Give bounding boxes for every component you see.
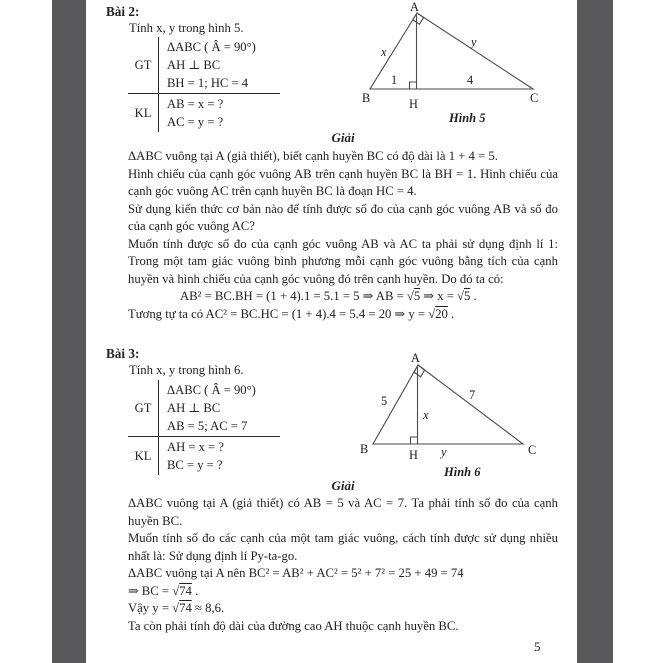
sqrt-radical: √5	[457, 289, 471, 303]
segment-label-hc: 4	[467, 73, 474, 87]
solution-paragraph: Muốn tính số đo các cạnh của một tam giác vuông, cách tính được sử dụng nhiều nhất là: Sử dụng định lí Py-ta-go.	[128, 531, 558, 563]
side-label-ac: 7	[469, 388, 476, 402]
exercise-2-heading: Bài 2:	[106, 4, 140, 19]
solution-paragraph: Ta còn phải tính độ dài của đường cao AH thuộc cạnh huyền BC.	[128, 618, 459, 633]
gt-row	[128, 380, 280, 437]
page-edge-right	[577, 0, 613, 663]
triangle-abc	[373, 365, 523, 444]
formula-bc-result	[128, 583, 558, 601]
vertex-label-b: B	[362, 91, 371, 105]
gt-line-2: AH ⊥ BC	[167, 58, 221, 72]
solution-2-body	[128, 495, 558, 635]
exercise-2-intro: Tính x, y trong hình 5.	[129, 21, 244, 35]
gt-kl-table-1	[128, 37, 280, 132]
gt-line-3: BH = 1; HC = 4	[167, 76, 249, 90]
kl-line-1: AB = x = ?	[167, 97, 224, 111]
vertex-label-b: B	[360, 442, 369, 456]
kl-label: KL	[134, 106, 152, 120]
gt-line-2: AH ⊥ BC	[167, 401, 221, 415]
solution-paragraph: Hình chiếu của cạnh góc vuông AB trên cạnh huyền BC là BH = 1. Hình chiếu của cạnh góc vuông AC trên cạnh huyền BC là đoạn HC = 4.	[128, 166, 558, 198]
side-label-y: y	[471, 35, 477, 49]
formula-text: ⇒ x =	[420, 289, 458, 303]
page-edge-left	[52, 0, 86, 663]
formula-text: .	[191, 583, 199, 598]
gt-line-1: ΔABC ( Â = 90°)	[167, 383, 256, 397]
page-number: 5	[534, 639, 541, 654]
right-angle-mark-h	[410, 82, 417, 89]
altitude-label-x: x	[423, 408, 429, 422]
formula-text: .	[447, 306, 455, 321]
exercise-3-heading: Bài 3:	[106, 346, 140, 361]
kl-line-1: AH = x = ?	[167, 440, 224, 454]
segment-label-bh: 1	[391, 73, 398, 87]
formula-text: AB² = BC.BH = (1 + 4).1 = 5.1 = 5 ⇒ AB =	[180, 289, 407, 303]
kl-row	[128, 437, 280, 475]
sqrt-radical: √74	[172, 601, 192, 615]
kl-row	[128, 94, 280, 132]
formula-text: .	[470, 289, 477, 303]
formula-text: ≈ 8,6.	[191, 601, 225, 615]
vertex-label-h: H	[409, 448, 418, 462]
solution-paragraph: Muốn tính được số đo của cạnh góc vuông AB và AC ta phải sử dụng định lí 1: Trong một tam giác vuông bình phương mỗi cạnh góc vuông bằng tích của cạnh huyền và hình chiếu của cạnh góc vuông đó trên cạnh huyền. Do đó ta có:	[128, 236, 558, 286]
sqrt-radical: √74	[172, 583, 192, 598]
right-angle-mark-h	[411, 437, 418, 444]
solution-paragraph: ΔABC vuông tại A (giả thiết) có AB = 5 và AC = 7. Ta phải tính số đo của cạnh huyền BC.	[128, 496, 558, 528]
gt-line-1: ΔABC ( Â = 90°)	[167, 40, 256, 54]
vertex-label-c: C	[528, 443, 537, 457]
side-label-ab: 5	[381, 394, 388, 408]
formula-ac-squared	[128, 306, 558, 324]
solution-paragraph: ΔABC vuông tại A (giả thiết), biết cạnh huyền BC có độ dài là 1 + 4 = 5.	[128, 149, 498, 163]
figure-5-caption: Hình 5	[449, 111, 486, 125]
formula-pythagoras: ΔABC vuông tại A nên BC² = AB² + AC² = 5² + 7² = 25 + 49 = 74	[128, 566, 464, 580]
solution-2-heading: Giải	[331, 478, 355, 493]
kl-line-2: AC = y = ?	[167, 115, 224, 129]
vertex-label-a: A	[411, 351, 420, 365]
side-label-x: x	[381, 45, 387, 59]
formula-text: Vậy y =	[128, 601, 173, 615]
formula-text: ⇒ BC =	[128, 583, 173, 598]
gt-line-3: AB = 5; AC = 7	[167, 419, 248, 433]
solution-paragraph: Sử dụng kiến thức cơ bản nào để tính được số đo của cạnh góc vuông AB và số đo của cạnh góc vuông AC?	[128, 201, 558, 233]
sqrt-radical: √20	[428, 306, 448, 321]
kl-line-2: BC = y = ?	[167, 458, 223, 472]
formula-ab-squared	[128, 288, 558, 306]
formula-text: Tương tự ta có AC² = BC.HC = (1 + 4).4 = 5.4 = 20 ⇒ y =	[128, 306, 429, 321]
sqrt-radical: √5	[406, 289, 421, 303]
kl-label: KL	[134, 449, 152, 463]
segment-label-y: y	[441, 445, 447, 459]
vertex-label-c: C	[530, 91, 539, 105]
vertex-label-h: H	[409, 97, 418, 111]
gt-label: GT	[134, 401, 152, 415]
exercise-3-intro: Tính x, y trong hình 6.	[129, 363, 244, 377]
vertex-label-a: A	[410, 0, 419, 14]
figure-6-triangle	[350, 356, 550, 468]
figure-6-caption: Hình 6	[444, 465, 481, 479]
gt-row	[128, 37, 280, 94]
solution-1-heading: Giải	[331, 130, 355, 145]
formula-y-result	[128, 600, 558, 618]
right-angle-mark-a	[414, 365, 425, 377]
gt-label: GT	[134, 58, 152, 72]
solution-1-body	[128, 148, 558, 323]
gt-kl-table-2	[128, 380, 280, 475]
